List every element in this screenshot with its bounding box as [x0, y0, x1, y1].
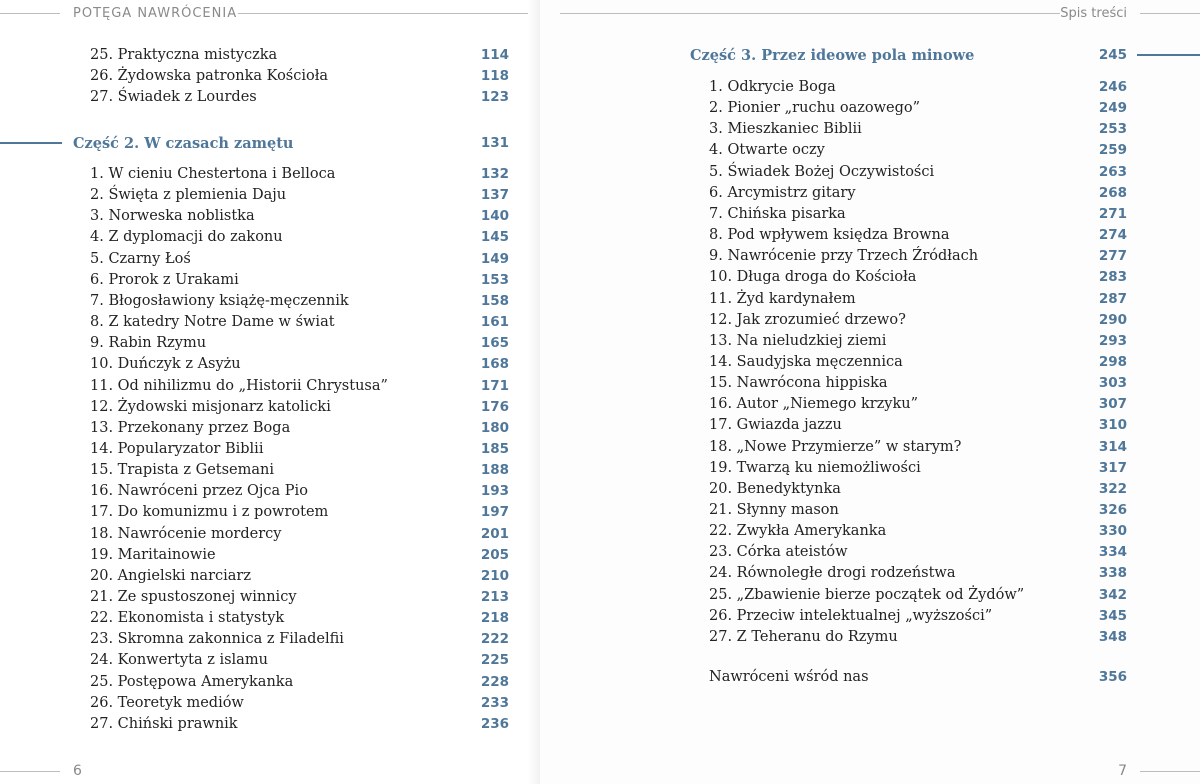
- toc-entry-page-number: 149: [480, 250, 509, 267]
- toc-entry: [709, 119, 1127, 140]
- toc-entry-title: 4. Z dyplomacji do zakonu: [90, 229, 283, 246]
- toc-entry-page-number: 233: [480, 694, 509, 711]
- toc-entry-title: 11. Żyd kardynałem: [709, 290, 856, 307]
- toc-entry-title: 22. Zwykła Amerykanka: [709, 523, 887, 540]
- toc-entry-title: 20. Angielski narciarz: [90, 567, 251, 584]
- page-number-right: 7: [1118, 763, 1127, 779]
- toc-entry-title: 19. Maritainowie: [90, 546, 216, 563]
- toc-entry-title: 27. Świadek z Lourdes: [90, 89, 257, 106]
- toc-entry-title: 5. Czarny Łoś: [90, 250, 191, 267]
- toc-entry-page-number: 290: [1098, 311, 1127, 328]
- toc-entry-page-number: 114: [480, 47, 509, 63]
- header-rule-left-inner: [238, 13, 528, 14]
- toc-entry-title: 7. Błogosławiony książę-męczennik: [90, 292, 349, 309]
- running-head-right: Spis treści: [1060, 6, 1127, 21]
- toc-entry-page-number: 342: [1098, 586, 1127, 603]
- toc-entry-title: 26. Żydowska patronka Kościoła: [90, 68, 329, 85]
- toc-entry: [709, 542, 1127, 563]
- toc-entry-title: 25. Praktyczna mistyczka: [90, 47, 278, 63]
- toc-entry-title: 18. Nawrócenie mordercy: [90, 525, 282, 542]
- toc-entry: [90, 291, 509, 312]
- toc-entry-page-number: 246: [1098, 79, 1127, 95]
- toc-entry-title: 8. Pod wpływem księdza Browna: [709, 227, 950, 244]
- toc-entry-title: 27. Chiński prawnik: [90, 715, 238, 732]
- toc-entry-page-number: 137: [480, 187, 509, 204]
- toc-entry-title: 21. Słynny mason: [709, 502, 839, 518]
- toc-entry: [90, 227, 509, 248]
- toc-entry-page-number: 334: [1098, 544, 1127, 561]
- part-accent-rule: [1137, 54, 1200, 56]
- toc-entry-title: 22. Ekonomista i statystyk: [90, 610, 285, 627]
- toc-entry: [90, 397, 509, 418]
- toc-entry-title: 16. Nawróceni przez Ojca Pio: [90, 483, 308, 500]
- toc-entry: [90, 206, 509, 227]
- toc-entry-page-number: 236: [480, 715, 509, 732]
- toc-entry-page-number: 293: [1098, 332, 1127, 349]
- toc-entry-title: 23. Córka ateistów: [709, 544, 848, 561]
- toc-entry: [709, 500, 1127, 521]
- toc-entry: [90, 418, 509, 439]
- toc-entry: [90, 376, 509, 397]
- toc-entry: [709, 606, 1127, 627]
- toc-part-header-title: Część 2. W czasach zamętu: [73, 135, 294, 152]
- left-page: [0, 0, 540, 784]
- toc-entry: [709, 98, 1127, 119]
- toc-entry: [90, 524, 509, 545]
- toc-entry: [90, 502, 509, 523]
- running-head-left: POTĘGA NAWRÓCENIA: [73, 6, 238, 21]
- right-page: [540, 0, 1200, 784]
- toc-entry-title: 21. Ze spustoszonej winnicy: [90, 589, 297, 605]
- toc-entry: [90, 650, 509, 671]
- toc-entry-title: 26. Przeciw intelektualnej „wyższości”: [709, 607, 993, 624]
- toc-entry: [90, 439, 509, 460]
- toc-entry-page-number: 188: [480, 462, 509, 479]
- toc-entry: [709, 331, 1127, 352]
- toc-entry: [709, 225, 1127, 246]
- toc-entry-title: 6. Prorok z Urakami: [90, 271, 239, 288]
- toc-entry-title: 24. Równoległe drogi rodzeństwa: [709, 565, 956, 582]
- toc-entry-page-number: 145: [480, 229, 509, 246]
- toc-entry: [709, 479, 1127, 500]
- toc-entry-title: 12. Żydowski misjonarz katolicki: [90, 398, 331, 415]
- toc-entry: [90, 164, 509, 185]
- toc-entry-page-number: 193: [480, 483, 509, 500]
- toc-entry-page-number: 118: [480, 68, 509, 85]
- toc-entry-page-number: 277: [1098, 248, 1127, 265]
- toc-entry: [709, 415, 1127, 436]
- toc-entry: [709, 373, 1127, 394]
- toc-entry-page-number: 314: [1098, 438, 1127, 455]
- toc-entry: [709, 246, 1127, 267]
- toc-entry: [90, 354, 509, 375]
- toc-entry-page-number: 176: [480, 398, 509, 415]
- toc-entry-title: 18. „Nowe Przymierze” w starym?: [709, 438, 962, 455]
- toc-entry-title: 13. Na nieludzkiej ziemi: [709, 332, 887, 349]
- toc-entry-title: 17. Do komunizmu i z powrotem: [90, 504, 329, 521]
- toc-entry: [709, 289, 1127, 310]
- toc-entry-page-number: 283: [1098, 269, 1127, 286]
- toc-closing-entry-title: Nawróceni wśród nas: [709, 669, 869, 685]
- toc-entry-title: 11. Od nihilizmu do „Historii Chrystusa”: [90, 377, 388, 394]
- toc-entry-page-number: 210: [480, 567, 509, 584]
- toc-entry: [90, 672, 509, 693]
- toc-entry-title: 25. Postępowa Amerykanka: [90, 673, 294, 690]
- toc-entry: [90, 185, 509, 206]
- toc-entry-page-number: 263: [1098, 163, 1127, 180]
- toc-entry: [709, 563, 1127, 584]
- toc-entry: [90, 66, 509, 87]
- toc-entry-page-number: 249: [1098, 100, 1127, 117]
- toc-entry: [709, 204, 1127, 225]
- toc-entry: [709, 183, 1127, 204]
- toc-entry-title: 14. Saudyjska męczennica: [709, 353, 903, 370]
- toc-part-header-title: Część 3. Przez ideowe pola minowe: [690, 47, 975, 64]
- toc-entry-page-number: 158: [480, 292, 509, 309]
- toc-entry: [90, 87, 509, 108]
- header-rule-left: [0, 13, 60, 14]
- toc-entry-title: 9. Rabin Rzymu: [90, 335, 207, 352]
- toc-entry-title: 7. Chińska pisarka: [709, 205, 846, 222]
- toc-entry-title: 2. Święta z plemienia Daju: [90, 187, 287, 204]
- toc-entry: [709, 140, 1127, 161]
- toc-entry-page-number: 338: [1098, 565, 1127, 582]
- toc-entry: [709, 267, 1127, 288]
- toc-entry-title: 14. Popularyzator Biblii: [90, 440, 264, 457]
- toc-entry-page-number: 222: [480, 631, 509, 648]
- toc-entry-page-number: 259: [1098, 142, 1127, 159]
- toc-entry-page-number: 132: [480, 166, 509, 182]
- toc-entry-title: 4. Otwarte oczy: [709, 142, 825, 159]
- toc-entry: [90, 249, 509, 270]
- toc-entry-title: 23. Skromna zakonnica z Filadelfii: [90, 631, 344, 648]
- toc-entry-title: 26. Teoretyk mediów: [90, 694, 244, 711]
- toc-entry-page-number: 180: [480, 419, 509, 436]
- header-rule-right-inner: [560, 13, 1060, 14]
- toc-entry-page-number: 268: [1098, 184, 1127, 201]
- toc-entry: [709, 458, 1127, 479]
- toc-entry-page-number: 197: [480, 504, 509, 521]
- toc-entry-page-number: 140: [480, 208, 509, 225]
- toc-entry-title: 10. Długa droga do Kościoła: [709, 269, 917, 286]
- toc-entry-page-number: 213: [480, 589, 509, 605]
- toc-entry-title: 16. Autor „Niemego krzyku”: [709, 396, 919, 413]
- toc-entry: [709, 437, 1127, 458]
- toc-entry-title: 6. Arcymistrz gitary: [709, 184, 856, 201]
- toc-entry: [709, 162, 1127, 183]
- toc-entry-title: 12. Jak zrozumieć drzewo?: [709, 311, 906, 328]
- toc-entry: [709, 585, 1127, 606]
- toc-entry-page-number: 205: [480, 546, 509, 563]
- toc-entry-page-number: 161: [480, 314, 509, 331]
- toc-part-header: [73, 133, 509, 154]
- toc-entry-title: 27. Z Teheranu do Rzymu: [709, 628, 898, 645]
- toc-entry-page-number: 225: [480, 652, 509, 669]
- toc-entry: [709, 394, 1127, 415]
- toc-entry-page-number: 274: [1098, 227, 1127, 244]
- toc-closing-entry-page-number: 356: [1098, 669, 1127, 685]
- toc-entry: [709, 310, 1127, 331]
- toc-entry: [90, 693, 509, 714]
- toc-entry-title: 15. Trapista z Getsemani: [90, 462, 274, 479]
- toc-entry: [709, 627, 1127, 648]
- toc-entry-title: 3. Norweska noblistka: [90, 208, 255, 225]
- toc-entry: [90, 312, 509, 333]
- toc-entry-title: 8. Z katedry Notre Dame w świat: [90, 314, 335, 331]
- toc-entry-title: 10. Duńczyk z Asyżu: [90, 356, 241, 373]
- toc-entry: [90, 270, 509, 291]
- toc-entry-page-number: 271: [1098, 205, 1127, 222]
- toc-part-header-page-number: 245: [1098, 47, 1127, 63]
- toc-entry-page-number: 201: [480, 525, 509, 542]
- toc-entry-page-number: 326: [1098, 502, 1127, 518]
- header-rule-right: [1140, 13, 1200, 14]
- toc-entry-page-number: 171: [480, 377, 509, 394]
- toc-closing-entry: [709, 667, 1127, 688]
- toc-entry-title: 1. W cieniu Chestertona i Belloca: [90, 166, 336, 182]
- toc-entry: [709, 352, 1127, 373]
- part-accent-rule: [0, 142, 62, 144]
- toc-entry-title: 20. Benedyktynka: [709, 480, 841, 497]
- toc-entry-page-number: 317: [1098, 459, 1127, 476]
- toc-entry-page-number: 123: [480, 89, 509, 106]
- toc-entry-page-number: 228: [480, 673, 509, 690]
- toc-entry-page-number: 168: [480, 356, 509, 373]
- toc-entry: [90, 45, 509, 66]
- toc-entry-page-number: 218: [480, 610, 509, 627]
- toc-entry: [90, 714, 509, 735]
- toc-entry-page-number: 322: [1098, 480, 1127, 497]
- toc-entry-title: 9. Nawrócenie przy Trzech Źródłach: [709, 248, 979, 265]
- toc-entry-title: 3. Mieszkaniec Biblii: [709, 121, 862, 138]
- toc-entry: [90, 333, 509, 354]
- toc-entry: [90, 608, 509, 629]
- toc-entry-page-number: 330: [1098, 523, 1127, 540]
- toc-entry-page-number: 348: [1098, 628, 1127, 645]
- toc-entry: [90, 545, 509, 566]
- footer-rule-right: [1140, 771, 1200, 772]
- toc-entry-page-number: 303: [1098, 375, 1127, 392]
- toc-entry-page-number: 165: [480, 335, 509, 352]
- toc-entry: [709, 77, 1127, 98]
- toc-part-header: [690, 45, 1127, 66]
- toc-entry-title: 17. Gwiazda jazzu: [709, 417, 842, 434]
- footer-rule-left: [0, 771, 60, 772]
- toc-entry-page-number: 287: [1098, 290, 1127, 307]
- toc-entry-title: 5. Świadek Bożej Oczywistości: [709, 163, 935, 180]
- toc-entry-page-number: 307: [1098, 396, 1127, 413]
- toc-entry: [90, 566, 509, 587]
- toc-entry-page-number: 310: [1098, 417, 1127, 434]
- toc-entry: [90, 481, 509, 502]
- toc-entry: [90, 460, 509, 481]
- toc-entry-page-number: 298: [1098, 353, 1127, 370]
- toc-entry-page-number: 153: [480, 271, 509, 288]
- toc-entry-title: 24. Konwertyta z islamu: [90, 652, 268, 669]
- toc-entry-title: 19. Twarzą ku niemożliwości: [709, 459, 921, 476]
- toc-entry-title: 2. Pionier „ruchu oazowego”: [709, 100, 921, 117]
- toc-entry-title: 13. Przekonany przez Boga: [90, 419, 291, 436]
- toc-entry: [90, 587, 509, 608]
- page-number-left: 6: [73, 763, 82, 779]
- toc-entry-page-number: 253: [1098, 121, 1127, 138]
- toc-part-header-page-number: 131: [480, 135, 509, 151]
- toc-entry-title: 25. „Zbawienie bierze początek od Żydów”: [709, 586, 1025, 603]
- toc-entry: [709, 521, 1127, 542]
- toc-entry: [90, 629, 509, 650]
- toc-entry-title: 1. Odkrycie Boga: [709, 79, 836, 95]
- toc-entry-title: 15. Nawrócona hippiska: [709, 375, 888, 392]
- toc-entry-page-number: 345: [1098, 607, 1127, 624]
- toc-entry-page-number: 185: [480, 440, 509, 457]
